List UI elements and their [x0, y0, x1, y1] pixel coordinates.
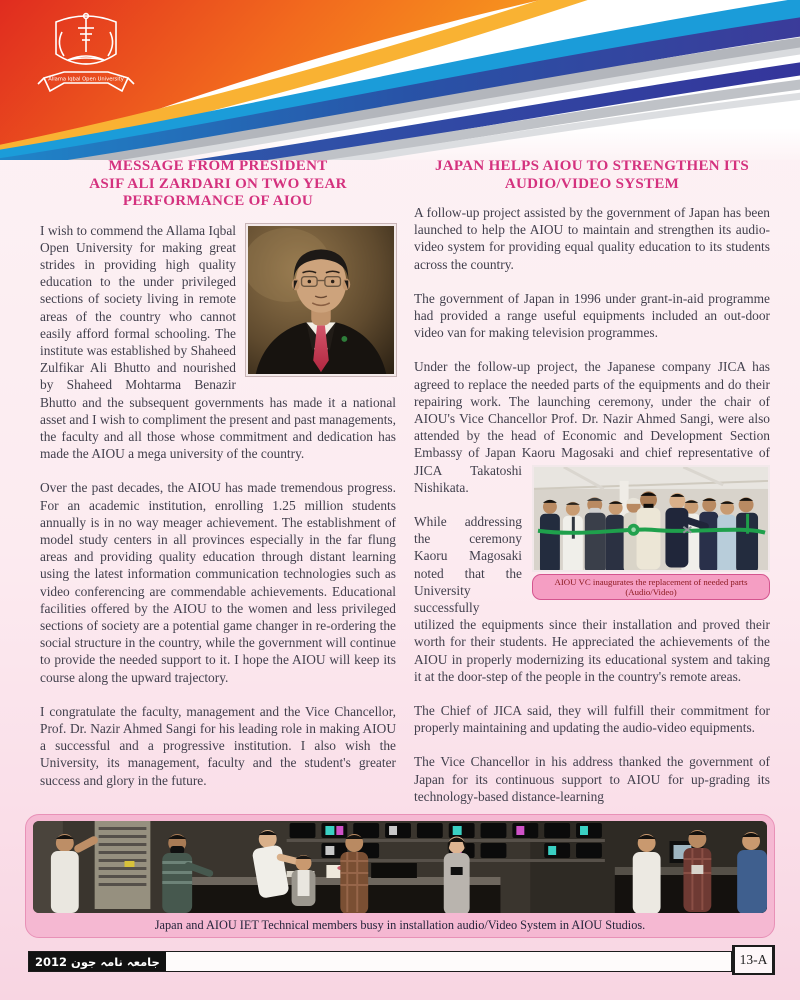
paragraph	[414, 204, 770, 273]
paragraph-text: Under the follow-up project, the Japanese company JICA has agreed to replace the needed parts of the equipments and do their repairing work. The launching ceremony, under the chair of AIOU's Vice Chancellor Prof. Dr. Nazir Ahmed Sangi, were also attended by the head of Economic and Development Section Embassy of Japan Kaoru	[414, 359, 770, 461]
left-article	[40, 156, 396, 789]
ceremony-photo-caption: AIOU VC inaugurates the replacement of needed parts (Audio/Video)	[532, 574, 770, 600]
header-swoosh-graphic	[0, 0, 800, 160]
paragraph-text: A follow-up project assisted by the government of Japan has been launched to help the AIOU to maintain and strengthen its audio-video system for providing equal quality education to its students across the country.	[414, 205, 770, 272]
heading-line: JAPAN HELPS AIOU TO STRENGTHEN ITS	[434, 158, 750, 174]
paragraph-text: The Chief of JICA said, they will fulfill their commitment for properly maintaining and updating the audio-video equipments.	[414, 703, 770, 736]
paragraph	[414, 290, 770, 342]
footer-issue-label: جامعہ نامہ جون 2012	[29, 952, 166, 971]
right-article-heading	[414, 158, 770, 193]
heading-line: PERFORMANCE OF AIOU	[122, 193, 314, 209]
paragraph	[414, 753, 770, 805]
paragraph	[40, 479, 396, 685]
paragraph-text: The Vice Chancellor in his address thanked the government of Japan for its continuous support to AIOU for up-grading its technology-based distance-learning	[414, 754, 770, 804]
heading-line: ASIF ALI ZARDARI ON TWO YEAR	[89, 175, 347, 192]
paragraph-text: Over the past decades, the AIOU has made tremendous progress. For an academic institution, enrolling 1.25 million students annually is in no way meager achievement. The establishment of model study centers in all provinces especially in the far flung areas and providing quality education through distant learning using the latest information communication technologies such as video conferencing are commendable achievements. Educational facilities offered by the AIOU to the women and less privileged sections of society are a potential game changer in re-ordering the social structure in the country, while the government will continue to provide the needed support to it. I hope the AIOU will keep its course along the upward trajectory.	[40, 480, 396, 685]
paragraph	[414, 358, 770, 598]
ceremony-photo	[532, 465, 770, 573]
paragraph-text: The government of Japan in 1996 under grant-in-aid programme had provided a range useful equipments included an out-door video van for making television programmes.	[414, 290, 770, 341]
paragraph-text: While addressing the ceremony Kaoru Magosaki noted that the University successfully utilized the equipments since their installation and proved their worth for their students. He appreciated the achievements of the AIOU in properly modernizing its educational system and taking it at the door-step of the people in the country's remote areas.	[414, 514, 770, 684]
heading-line: AUDIO/VIDEO SYSTEM	[504, 175, 680, 192]
studio-photo	[33, 821, 767, 913]
paragraph-text: I wish to commend the Allama Iqbal Open University for making great strides in providing high quality education to the under privileged sections of society living in remote areas of the country who cannot easily afford formal schooling. The institute was established by Shaheed Zulfikar Ali Bhutto and nourished by Shaheed Mohtarma Benazir Bhutto and the subsequent governments has made it a national asset and I wish to compliment the present and past managements, the faculty and all those whose commitment and dedication has made the AIOU a mega university of the country.	[40, 222, 396, 462]
studio-photo-figure	[25, 814, 775, 938]
logo-banner-text: Allama Iqbal Open University	[48, 76, 124, 83]
paragraph	[414, 702, 770, 736]
page-number: 13-A	[732, 945, 775, 975]
paragraph-text: Magosaki and chief representative of JICA Takatoshi Nishikata.	[414, 445, 770, 495]
portrait-illustration	[248, 226, 394, 374]
footer-bar	[28, 951, 732, 972]
ceremony-photo-figure	[532, 465, 770, 601]
heading-line: MESSAGE FROM PRESIDENT	[108, 158, 328, 174]
right-article	[414, 156, 770, 805]
paragraph	[40, 222, 396, 463]
page-header	[0, 0, 800, 160]
studio-photo-caption: Japan and AIOU IET Technical members busy in installation audio/Video System in AIOU Studios.	[154, 918, 646, 932]
paragraph-text: I congratulate the faculty, management and the Vice Chancellor, Prof. Dr. Nazir Ahmed Sangi for his leading role in making AIOU a successful and a progressive institution. I also wish the University, its management, faculty and the student's greater success and glory in the future.	[40, 703, 396, 788]
president-portrait-photo	[246, 224, 396, 376]
paragraph	[40, 703, 396, 789]
left-article-heading	[40, 158, 396, 211]
